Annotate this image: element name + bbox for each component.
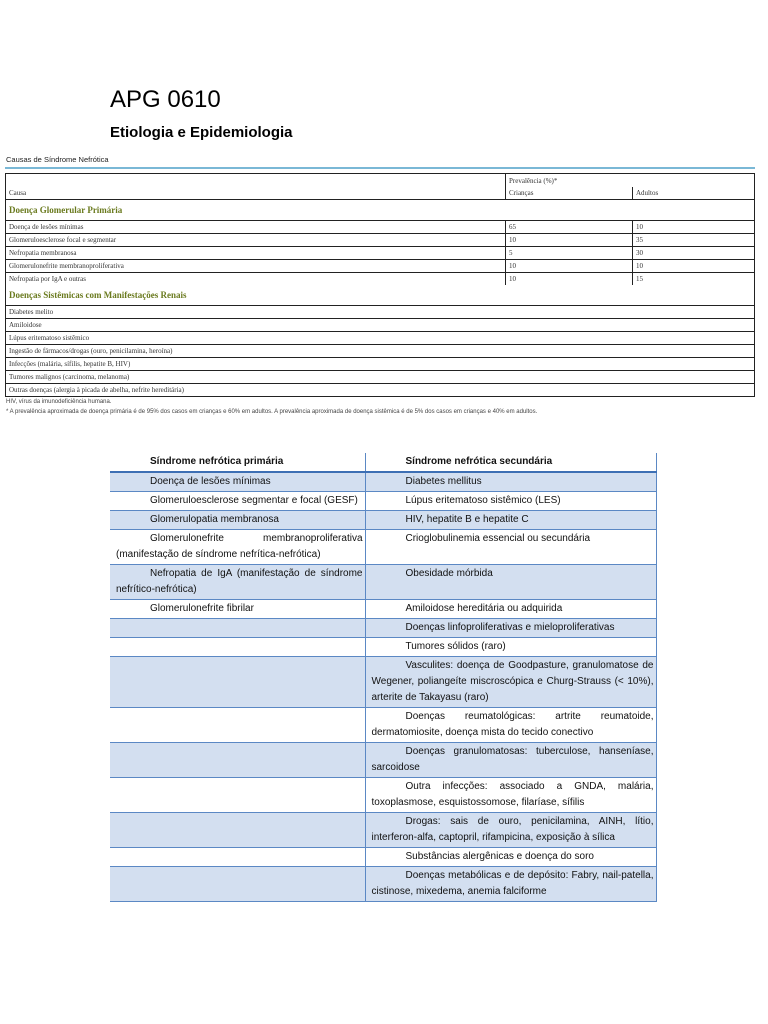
systemic-cause-cell: Tumores malignos (carcinoma, melanoma) xyxy=(6,371,755,384)
header-adults: Adultos xyxy=(633,187,755,200)
adults-cell: 10 xyxy=(633,260,755,273)
table-row xyxy=(110,867,656,902)
systemic-cause-cell: Diabetes melito xyxy=(6,306,755,319)
secondary-cell: Tumores sólidos (raro) xyxy=(365,638,656,657)
table-row xyxy=(6,384,755,397)
table-row xyxy=(6,319,755,332)
secondary-cell: Amiloidose hereditária ou adquirida xyxy=(365,600,656,619)
table-row xyxy=(110,778,656,813)
cause-cell: Nefropatia membranosa xyxy=(6,247,506,260)
table-row xyxy=(110,848,656,867)
table-row xyxy=(6,234,755,247)
adults-cell: 35 xyxy=(633,234,755,247)
table-row xyxy=(110,530,656,565)
table-row xyxy=(110,638,656,657)
cause-cell: Doença de lesões mínimas xyxy=(6,221,506,234)
table-row xyxy=(110,511,656,530)
table-footnote: * A prevalência aproximada de doença primária é de 95% dos casos em crianças e 60% em adultos. A prevalência aproximada de doença sistêmica é de 5% dos casos em crianças e 40% em adultos. xyxy=(6,409,538,415)
table-caption: Causas de Síndrome Nefrótica xyxy=(6,155,109,164)
primary-cell xyxy=(110,848,365,867)
table-row xyxy=(110,600,656,619)
table-row xyxy=(6,371,755,384)
secondary-cell: Vasculites: doença de Goodpasture, granulomatose de Wegener, poliangeíte miscroscópica e Churg-Strauss (< 10%), arterite de Takayasu (raro) xyxy=(365,657,656,708)
adults-cell: 15 xyxy=(633,273,755,286)
adults-cell: 10 xyxy=(633,221,755,234)
secondary-cell: Obesidade mórbida xyxy=(365,565,656,600)
table-header-row xyxy=(110,453,656,472)
primary-cell: Glomerulonefrite fibrilar xyxy=(150,603,254,614)
header-secondary: Síndrome nefrótica secundária xyxy=(365,453,656,472)
table-footnote: HIV, vírus da imunodeficiência humana. xyxy=(6,399,112,405)
causes-table-figure xyxy=(5,155,755,417)
header-children: Crianças xyxy=(506,187,633,200)
secondary-cell: Outra infecções: associado a GNDA, malária, toxoplasmose, esquistossomose, filaríase, sífilis xyxy=(365,778,656,813)
caption-divider xyxy=(5,167,755,169)
primary-cell: Glomeruloesclerose segmentar e focal (GESF) xyxy=(150,495,358,506)
table-row xyxy=(6,221,755,234)
systemic-cause-cell: Amiloidose xyxy=(6,319,755,332)
primary-cell xyxy=(110,619,365,638)
secondary-cell: Doenças linfoproliferativas e mieloproliferativas xyxy=(365,619,656,638)
primary-cell xyxy=(110,708,365,743)
secondary-cell: Substâncias alergênicas e doença do soro xyxy=(365,848,656,867)
secondary-cell: Doenças granulomatosas: tuberculose, hanseníase, sarcoidose xyxy=(365,743,656,778)
table-row xyxy=(110,708,656,743)
table-header-row xyxy=(6,187,755,200)
secondary-cell: Drogas: sais de ouro, penicilamina, AINH, lítio, interferon-alfa, captopril, rifampicina, exposição à sílica xyxy=(365,813,656,848)
table-row xyxy=(6,260,755,273)
table-row xyxy=(110,657,656,708)
secondary-cell: Diabetes mellitus xyxy=(365,472,656,492)
primary-cell: Glomerulonefrite membranoproliferativa (manifestação de síndrome nefrítica-nefrótica) xyxy=(116,533,363,560)
nephrotic-syndrome-table xyxy=(110,453,657,902)
table-row xyxy=(6,273,755,286)
secondary-cell: Crioglobulinemia essencial ou secundária xyxy=(365,530,656,565)
header-primary: Síndrome nefrótica primária xyxy=(110,453,365,472)
primary-cell xyxy=(110,813,365,848)
primary-cell: Glomerulopatia membranosa xyxy=(110,511,365,530)
secondary-cell: Lúpus eritematoso sistêmico (LES) xyxy=(365,492,656,511)
children-cell: 10 xyxy=(506,260,633,273)
primary-cell xyxy=(110,743,365,778)
table-row xyxy=(6,358,755,371)
section-row xyxy=(6,200,755,221)
secondary-cell: Doenças metabólicas e de depósito: Fabry, nail-patella, cistinose, mixedema, anemia falciforme xyxy=(365,867,656,902)
table-row xyxy=(6,306,755,319)
section-heading: Etiologia e Epidemiologia xyxy=(110,124,293,141)
cause-cell: Nefropatia por IgA e outras xyxy=(6,273,506,286)
section-primary-label: Doença Glomerular Primária xyxy=(6,200,755,221)
systemic-cause-cell: Outras doenças (alergia à picada de abelha, nefrite hereditária) xyxy=(6,384,755,397)
primary-cell xyxy=(110,638,365,657)
header-prevalence: Prevalência (%)* xyxy=(506,174,755,188)
systemic-cause-cell: Lúpus eritematoso sistêmico xyxy=(6,332,755,345)
systemic-cause-cell: Infecções (malária, sífilis, hepatite B, HIV) xyxy=(6,358,755,371)
children-cell: 10 xyxy=(506,273,633,286)
table-row xyxy=(6,345,755,358)
table-row xyxy=(110,813,656,848)
section-systemic-label: Doenças Sistêmicas com Manifestações Renais xyxy=(9,290,187,300)
primary-cell: Doença de lesões mínimas xyxy=(110,472,365,492)
table-row xyxy=(110,472,656,492)
table-row xyxy=(6,247,755,260)
primary-cell: Nefropatia de IgA (manifestação de síndrome nefrítico-nefrótica) xyxy=(110,565,365,600)
cause-cell: Glomeruloesclerose focal e segmentar xyxy=(6,234,506,247)
section-row xyxy=(6,285,755,306)
cause-cell: Glomerulonefrite membranoproliferativa xyxy=(6,260,506,273)
adults-cell: 30 xyxy=(633,247,755,260)
document-title: APG 0610 xyxy=(110,86,221,113)
primary-cell xyxy=(110,778,365,813)
children-cell: 10 xyxy=(506,234,633,247)
secondary-cell: Doenças reumatológicas: artrite reumatoide, dermatomiosite, doença mista do tecido conectivo xyxy=(365,708,656,743)
table-row xyxy=(110,565,656,600)
secondary-cell: HIV, hepatite B e hepatite C xyxy=(365,511,656,530)
header-cause: Causa xyxy=(9,189,27,197)
table-row xyxy=(110,619,656,638)
table-row xyxy=(6,332,755,345)
primary-cell xyxy=(110,657,365,708)
primary-cell xyxy=(110,867,365,902)
systemic-cause-cell: Ingestão de fármacos/drogas (ouro, penicilamina, heroína) xyxy=(6,345,755,358)
table-row xyxy=(110,492,656,511)
table-header-row xyxy=(6,174,755,188)
children-cell: 65 xyxy=(506,221,633,234)
children-cell: 5 xyxy=(506,247,633,260)
causes-table xyxy=(5,173,755,397)
table-row xyxy=(110,743,656,778)
